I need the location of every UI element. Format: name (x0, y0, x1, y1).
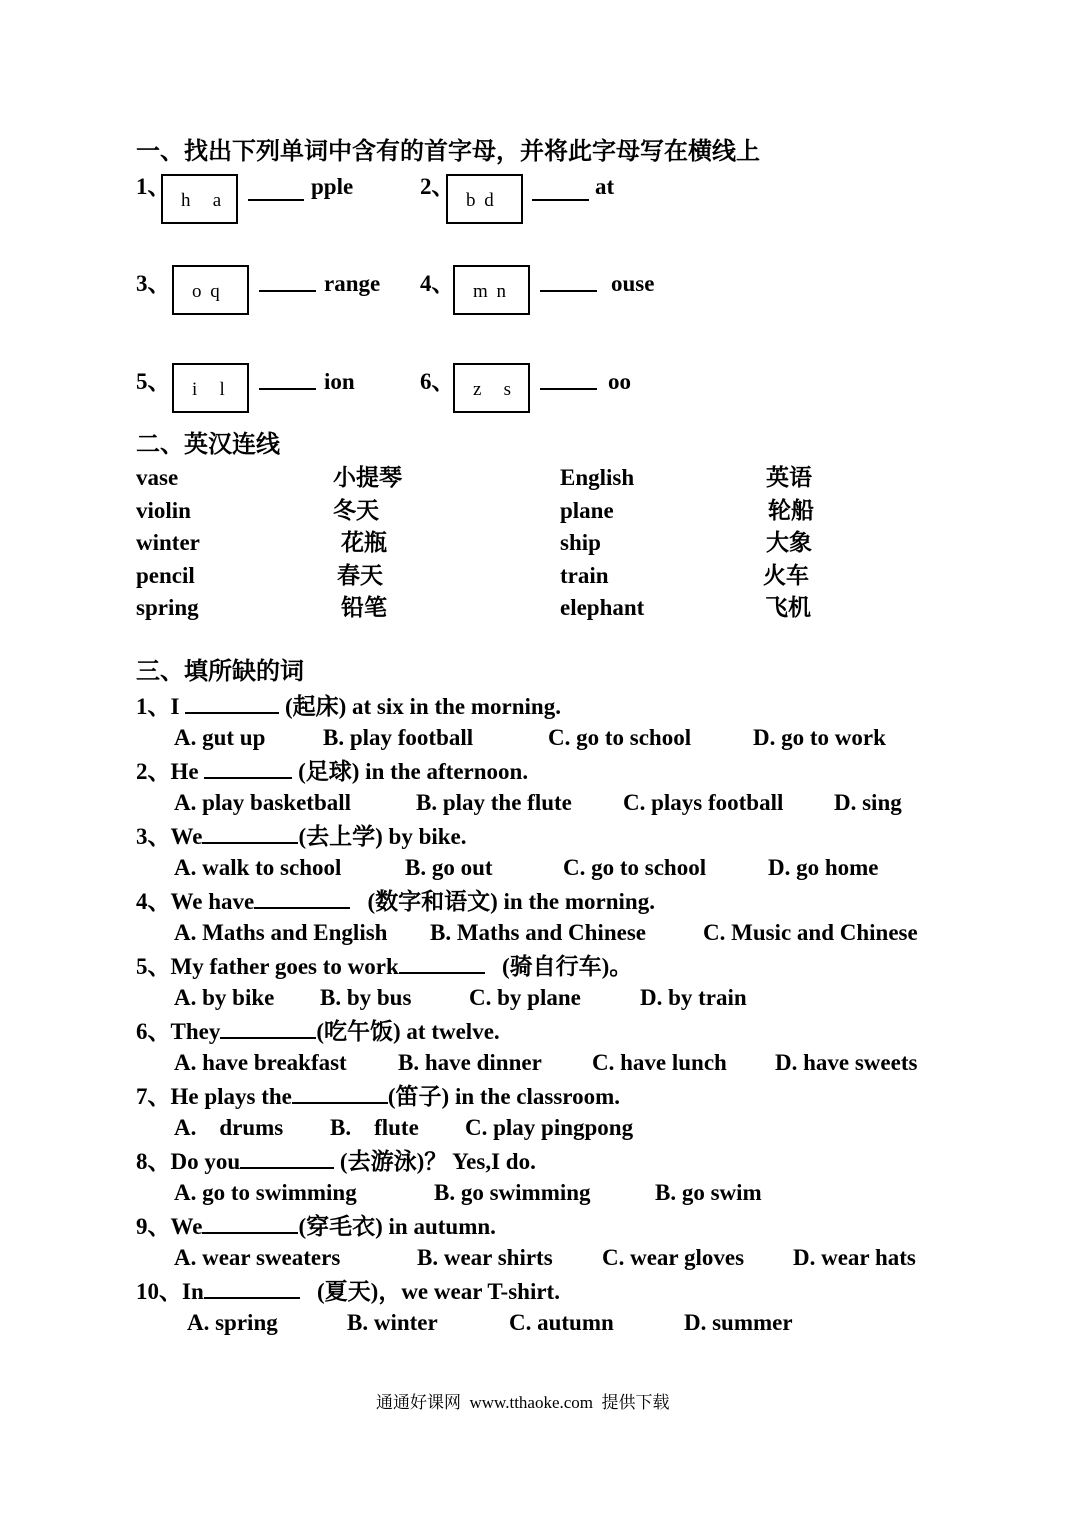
answer-blank[interactable] (204, 1277, 300, 1299)
chinese-word: 春天 (337, 563, 383, 588)
option[interactable]: B. Maths and Chinese (430, 920, 646, 945)
answer-blank[interactable] (292, 1082, 388, 1104)
option[interactable]: A. have breakfast (174, 1050, 347, 1075)
question (136, 757, 528, 786)
option[interactable]: C. by plane (469, 985, 581, 1010)
question-text: We (170, 824, 203, 849)
chinese-word: 轮船 (768, 498, 814, 523)
answer-blank[interactable] (540, 388, 597, 390)
item-number: 4、 (420, 271, 455, 296)
option[interactable]: C. wear gloves (602, 1245, 745, 1270)
option[interactable]: A. by bike (174, 985, 275, 1010)
answer-blank[interactable] (532, 199, 589, 201)
english-word: elephant (560, 595, 645, 620)
answer-blank[interactable] (259, 290, 316, 292)
question-text: In (182, 1279, 204, 1304)
answer-blank[interactable] (248, 199, 304, 201)
answer-blank[interactable] (540, 290, 597, 292)
answer-blank[interactable] (399, 952, 485, 974)
answer-blank[interactable] (204, 757, 292, 779)
question-text: (起床) at six in the morning. (284, 694, 561, 719)
item-number: 2、 (420, 174, 455, 199)
english-word: English (560, 465, 635, 490)
question (136, 1277, 560, 1306)
option[interactable]: B. have dinner (398, 1050, 542, 1075)
option[interactable]: B. wear shirts (417, 1245, 553, 1270)
option[interactable]: B. play football (323, 725, 474, 750)
question-text: (夏天)，we wear T-shirt. (317, 1279, 560, 1304)
question-text: (去上学) by bike. (298, 824, 467, 849)
chinese-word: 英语 (766, 465, 812, 490)
question-text: Do you (170, 1149, 241, 1174)
chinese-word: 冬天 (333, 498, 379, 523)
letter-box: m n (453, 265, 530, 315)
option[interactable]: D. have sweets (775, 1050, 918, 1075)
question (136, 1017, 500, 1046)
question-text: I (170, 694, 180, 719)
word-suffix: ouse (611, 271, 655, 296)
english-word: vase (136, 465, 179, 490)
item-number: 6、 (420, 369, 455, 394)
page-footer: 通通好课网 www.tthaoke.com 提供下载 (376, 1393, 670, 1412)
question-text: We (170, 1214, 203, 1239)
question (136, 887, 655, 916)
english-word: spring (136, 595, 199, 620)
option[interactable]: D. sing (834, 790, 902, 815)
item-number: 3、 (136, 271, 171, 296)
question-number: 6、 (136, 1019, 171, 1044)
option[interactable]: D. go to work (753, 725, 886, 750)
option[interactable]: C. play pingpong (465, 1115, 634, 1140)
chinese-word: 小提琴 (333, 465, 402, 490)
word-suffix: pple (311, 174, 354, 199)
english-word: violin (136, 498, 191, 523)
letter-box: h a (161, 174, 238, 224)
letter-box: z s (453, 363, 530, 413)
english-word: train (560, 563, 609, 588)
question-number: 5、 (136, 954, 171, 979)
question-text: (穿毛衣) in autumn. (298, 1214, 496, 1239)
option[interactable]: B. flute (330, 1115, 419, 1140)
chinese-word: 大象 (766, 530, 812, 555)
option[interactable]: A. walk to school (174, 855, 342, 880)
question-text: (足球) in the afternoon. (298, 759, 529, 784)
question-number: 9、 (136, 1214, 171, 1239)
question (136, 822, 467, 851)
option[interactable]: B. winter (347, 1310, 438, 1335)
option[interactable]: C. go to school (548, 725, 692, 750)
option[interactable]: B. go out (405, 855, 493, 880)
question-text: We have (170, 889, 255, 914)
question-text: (去游泳)？ Yes,I do. (339, 1149, 536, 1174)
question (136, 1082, 620, 1111)
answer-blank[interactable] (240, 1147, 334, 1169)
answer-blank[interactable] (259, 388, 316, 390)
question-number: 3、 (136, 824, 171, 849)
option[interactable]: D. summer (684, 1310, 793, 1335)
answer-blank[interactable] (220, 1017, 316, 1039)
answer-blank[interactable] (202, 822, 298, 844)
question-text: My father goes to work (170, 954, 399, 979)
chinese-word: 火车 (763, 563, 809, 588)
section3-title: 三、填所缺的词 (136, 659, 304, 685)
question-number: 4、 (136, 889, 171, 914)
chinese-word: 飞机 (765, 595, 811, 620)
question (136, 1212, 496, 1241)
option[interactable]: C. plays football (623, 790, 784, 815)
question-text: (骑自行车)。 (502, 954, 633, 979)
word-suffix: oo (608, 369, 631, 394)
option[interactable]: D. wear hats (793, 1245, 916, 1270)
english-word: ship (560, 530, 601, 555)
english-word: plane (560, 498, 614, 523)
question-text: He plays the (170, 1084, 292, 1109)
letter-box: b d (446, 174, 523, 224)
option[interactable]: A. wear sweaters (174, 1245, 341, 1270)
question-number: 2、 (136, 759, 171, 784)
word-suffix: at (595, 174, 615, 199)
option[interactable]: C. go to school (563, 855, 707, 880)
question-text: (笛子) in the classroom. (387, 1084, 621, 1109)
option[interactable]: A. play basketball (174, 790, 352, 815)
question (136, 952, 632, 981)
option[interactable]: A. drums (174, 1115, 284, 1140)
option[interactable]: A. gut up (174, 725, 266, 750)
question-number: 10、 (136, 1279, 182, 1304)
item-number: 1、 (136, 174, 171, 199)
answer-blank[interactable] (254, 887, 350, 909)
option[interactable]: B. go swimming (434, 1180, 591, 1205)
option[interactable]: D. by train (640, 985, 747, 1010)
question-number: 1、 (136, 694, 171, 719)
option[interactable]: B. go swim (655, 1180, 762, 1205)
question-text: (吃午饭) at twelve. (316, 1019, 500, 1044)
letter-box: o q (172, 265, 249, 315)
question (136, 692, 561, 721)
section1-title: 一、找出下列单词中含有的首字母，并将此字母写在横线上 (136, 139, 760, 165)
option[interactable]: B. play the flute (416, 790, 572, 815)
question (136, 1147, 536, 1176)
english-word: pencil (136, 563, 195, 588)
letter-box: i l (172, 363, 249, 413)
answer-blank[interactable] (202, 1212, 298, 1234)
item-number: 5、 (136, 369, 171, 394)
word-suffix: range (324, 271, 381, 296)
chinese-word: 花瓶 (341, 530, 387, 555)
english-word: winter (136, 530, 200, 555)
option[interactable]: D. go home (768, 855, 879, 880)
option[interactable]: C. Music and Chinese (703, 920, 918, 945)
word-suffix: ion (324, 369, 355, 394)
option[interactable]: A. go to swimming (174, 1180, 357, 1205)
question-number: 8、 (136, 1149, 171, 1174)
option[interactable]: C. autumn (509, 1310, 614, 1335)
question-text: (数字和语文) in the morning. (367, 889, 655, 914)
option[interactable]: A. Maths and English (174, 920, 388, 945)
option[interactable]: A. spring (187, 1310, 278, 1335)
option[interactable]: B. by bus (320, 985, 412, 1010)
question-text: He (170, 759, 199, 784)
chinese-word: 铅笔 (341, 595, 387, 620)
answer-blank[interactable] (185, 692, 279, 714)
option[interactable]: C. have lunch (592, 1050, 727, 1075)
question-text: They (170, 1019, 221, 1044)
question-number: 7、 (136, 1084, 171, 1109)
section2-title: 二、英汉连线 (136, 432, 280, 458)
